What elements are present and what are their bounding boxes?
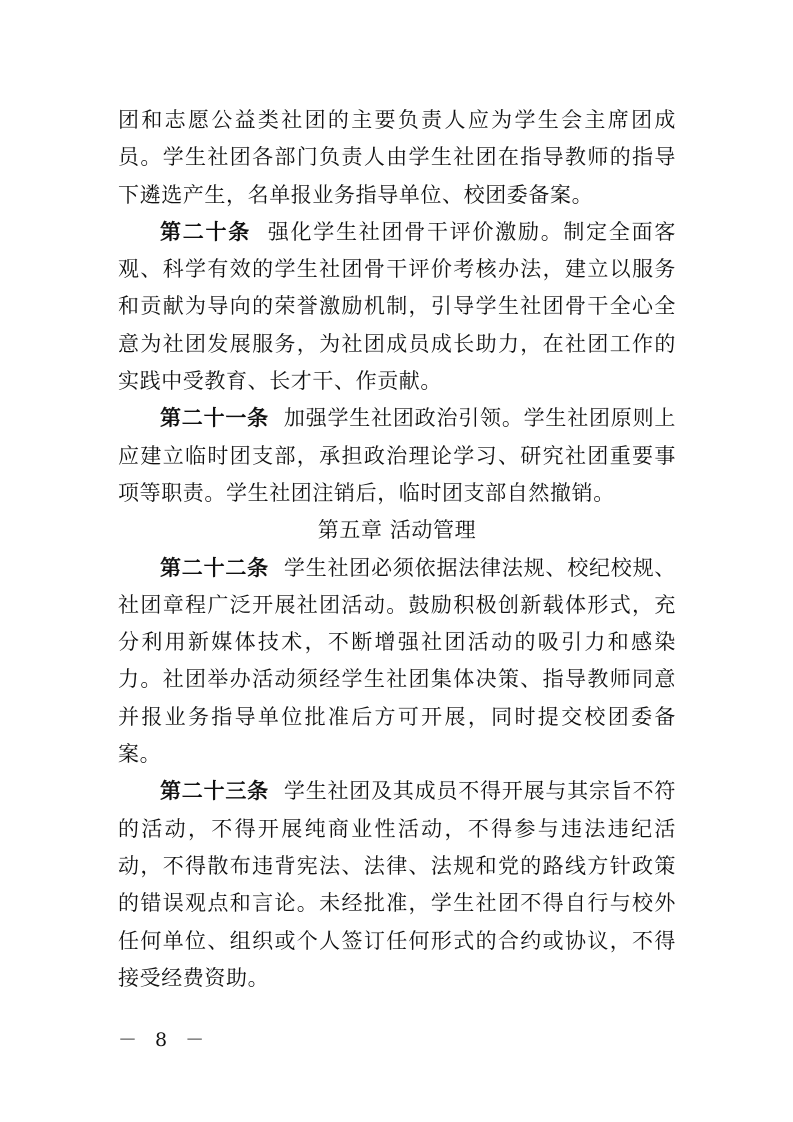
article-label: 第二十二条: [160, 555, 269, 580]
article-22: [118, 550, 676, 774]
article-label: 第二十一条: [160, 406, 269, 431]
article-23: [118, 773, 676, 997]
article-text: 学生社团必须依据法律法规、校纪校规、社团章程广泛开展社团活动。鼓励积极创新载体形式，充分利用新媒体技术，不断增强社团活动的吸引力和感染力。社团举办活动须经学生社团集体决策、指导教师同意并报业务指导单位批准后方可开展，同时提交校团委备案。: [118, 555, 676, 767]
article-text: 强化学生社团骨干评价激励。制定全面客观、科学有效的学生社团骨干评价考核办法，建立以服务和贡献为导向的荣誉激励机制，引导学生社团骨干全心全意为社团发展服务，为社团成员成长助力，在社团工作的实践中受教育、长才干、作贡献。: [118, 219, 676, 394]
document-body: [118, 102, 676, 997]
article-text: 学生社团及其成员不得开展与其宗旨不符的活动，不得开展纯商业性活动，不得参与违法违纪活动，不得散布违背宪法、法律、法规和党的路线方针政策的错误观点和言论。未经批准，学生社团不得自行与校外任何单位、组织或个人签订任何形式的合约或协议，不得接受经费资助。: [118, 779, 676, 990]
paragraph-text: 团和志愿公益类社团的主要负责人应为学生会主席团成员。学生社团各部门负责人由学生社团在指导教师的指导下遴选产生，名单报业务指导单位、校团委备案。: [118, 108, 676, 207]
paragraph-intro-continuation: [118, 102, 676, 214]
chapter-heading: 第五章 活动管理: [317, 518, 477, 543]
article-20: [118, 214, 676, 400]
article-label: 第二十条: [160, 219, 251, 244]
article-text: 加强学生社团政治引领。学生社团原则上应建立临时团支部，承担政治理论学习、研究社团重要事项等职责。学生社团注销后，临时团支部自然撤销。: [118, 406, 676, 505]
article-21: [118, 400, 676, 512]
article-label: 第二十三条: [160, 779, 269, 804]
page-number: － 8 －: [118, 1029, 211, 1051]
